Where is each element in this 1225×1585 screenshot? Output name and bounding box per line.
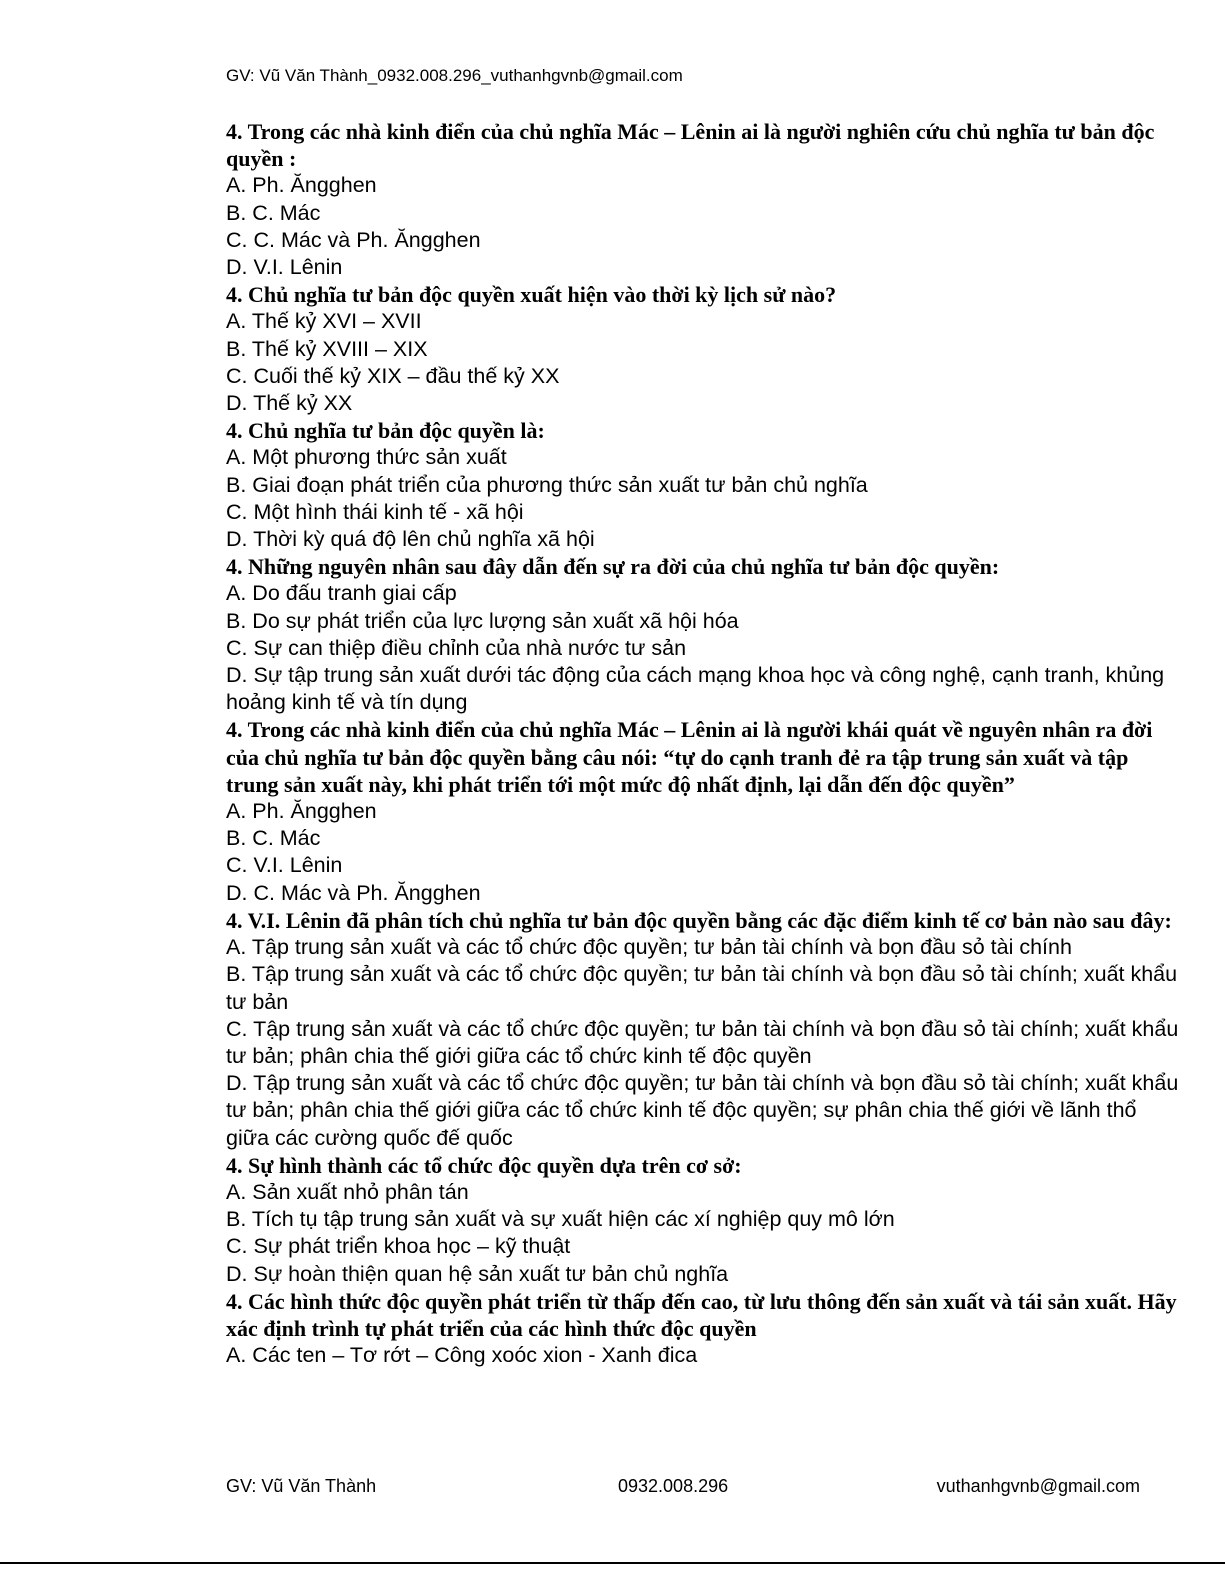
option-c: C. Cuối thế kỷ XIX – đầu thế kỷ XX — [226, 363, 560, 388]
option-a: A. Ph. Ăngghen — [226, 173, 377, 198]
question-list — [226, 118, 1182, 1369]
question-7 — [226, 1152, 1182, 1288]
question-5 — [226, 716, 1182, 906]
question-text: 4. Sự hình thành các tổ chức độc quyền dựa trên cơ sở: — [226, 1152, 742, 1178]
question-4 — [226, 553, 1182, 716]
question-1 — [226, 118, 1182, 281]
option-d: D. Sự tập trung sản xuất dưới tác động của cách mạng khoa học và công nghệ, cạnh tranh, khủng hoảng kinh tế và tín dụng — [226, 663, 1165, 715]
option-d: D. Thế kỷ XX — [226, 391, 353, 416]
footer-author: GV: Vũ Văn Thành — [226, 1476, 377, 1496]
option-b: B. Thế kỷ XVIII – XIX — [226, 336, 428, 361]
option-b: B. Tập trung sản xuất và các tổ chức độc quyền; tư bản tài chính và bọn đầu sỏ tài chính; xuất khẩu tư bản — [226, 962, 1178, 1014]
footer-phone: 0932.008.296 — [618, 1476, 729, 1496]
option-a: A. Ph. Ăngghen — [226, 799, 377, 824]
page-header: GV: Vũ Văn Thành_0932.008.296_vuthanhgvnb@gmail.com — [226, 66, 683, 85]
question-text: 4. Chủ nghĩa tư bản độc quyền là: — [226, 418, 545, 444]
option-a: A. Do đấu tranh giai cấp — [226, 581, 457, 606]
question-text: 4. Trong các nhà kinh điển của chủ nghĩa Mác – Lênin ai là người khái quát về nguyên nhân ra đời của chủ nghĩa tư bản độc quyền bằng câu nói: “tự do cạnh tranh đẻ ra tập trung sản xuất và tập trung sản xuất này, khi phát triển tới một mức độ nhất định, lại dẫn đến độc quyền” — [226, 717, 1153, 797]
option-b: B. Do sự phát triển của lực lượng sản xuất xã hội hóa — [226, 608, 739, 633]
option-b: B. C. Mác — [226, 200, 321, 225]
question-8 — [226, 1288, 1182, 1370]
option-b: B. Giai đoạn phát triển của phương thức sản xuất tư bản chủ nghĩa — [226, 472, 868, 497]
option-d: D. V.I. Lênin — [226, 255, 343, 280]
option-c: C. V.I. Lênin — [226, 853, 343, 878]
question-text: 4. Các hình thức độc quyền phát triển từ thấp đến cao, từ lưu thông đến sản xuất và tái sản xuất. Hãy xác định trình tự phát triển của các hình thức độc quyền — [226, 1288, 1177, 1341]
option-d: D. Thời kỳ quá độ lên chủ nghĩa xã hội — [226, 527, 595, 552]
option-b: B. Tích tụ tập trung sản xuất và sự xuất hiện các xí nghiệp quy mô lớn — [226, 1207, 895, 1232]
option-d: D. Tập trung sản xuất và các tổ chức độc quyền; tư bản tài chính và bọn đầu sỏ tài chính; xuất khẩu tư bản; phân chia thế giới giữa các tổ chức kinh tế độc quyền; sự phân chia thế giới về lãnh thổ giữa các cường quốc đế quốc — [226, 1071, 1179, 1150]
option-b: B. C. Mác — [226, 826, 321, 851]
option-d: D. Sự hoàn thiện quan hệ sản xuất tư bản chủ nghĩa — [226, 1261, 729, 1286]
option-a: A. Thế kỷ XVI – XVII — [226, 309, 422, 334]
question-text: 4. Trong các nhà kinh điển của chủ nghĩa Mác – Lênin ai là người nghiên cứu chủ nghĩa tư bản độc quyền : — [226, 119, 1155, 172]
option-a: A. Các ten – Tơ rớt – Công xoóc xion - Xanh đica — [226, 1343, 698, 1368]
question-text: 4. Những nguyên nhân sau đây dẫn đến sự ra đời của chủ nghĩa tư bản độc quyền: — [226, 554, 1000, 580]
question-6 — [226, 907, 1182, 1152]
footer-email: vuthanhgvnb@gmail.com — [936, 1476, 1140, 1496]
question-text: 4. V.I. Lênin đã phân tích chủ nghĩa tư bản độc quyền bằng các đặc điểm kinh tế cơ bản nào sau đây: — [226, 907, 1172, 933]
question-text: 4. Chủ nghĩa tư bản độc quyền xuất hiện vào thời kỳ lịch sử nào? — [226, 282, 837, 308]
option-d: D. C. Mác và Ph. Ăngghen — [226, 880, 481, 905]
option-c: C. Một hình thái kinh tế - xã hội — [226, 499, 524, 524]
option-c: C. C. Mác và Ph. Ăngghen — [226, 227, 481, 252]
option-a: A. Sản xuất nhỏ phân tán — [226, 1179, 469, 1204]
question-3 — [226, 417, 1182, 553]
option-a: A. Một phương thức sản xuất — [226, 445, 507, 470]
option-c: C. Tập trung sản xuất và các tổ chức độc quyền; tư bản tài chính và bọn đầu sỏ tài chính; xuất khẩu tư bản; phân chia thế giới giữa các tổ chức kinh tế độc quyền — [226, 1016, 1179, 1068]
option-c: C. Sự can thiệp điều chỉnh của nhà nước tư sản — [226, 635, 687, 660]
option-a: A. Tập trung sản xuất và các tổ chức độc quyền; tư bản tài chính và bọn đầu sỏ tài chính — [226, 935, 1072, 960]
option-c: C. Sự phát triển khoa học – kỹ thuật — [226, 1234, 571, 1259]
page-bottom-rule — [0, 1562, 1225, 1564]
question-2 — [226, 281, 1182, 417]
